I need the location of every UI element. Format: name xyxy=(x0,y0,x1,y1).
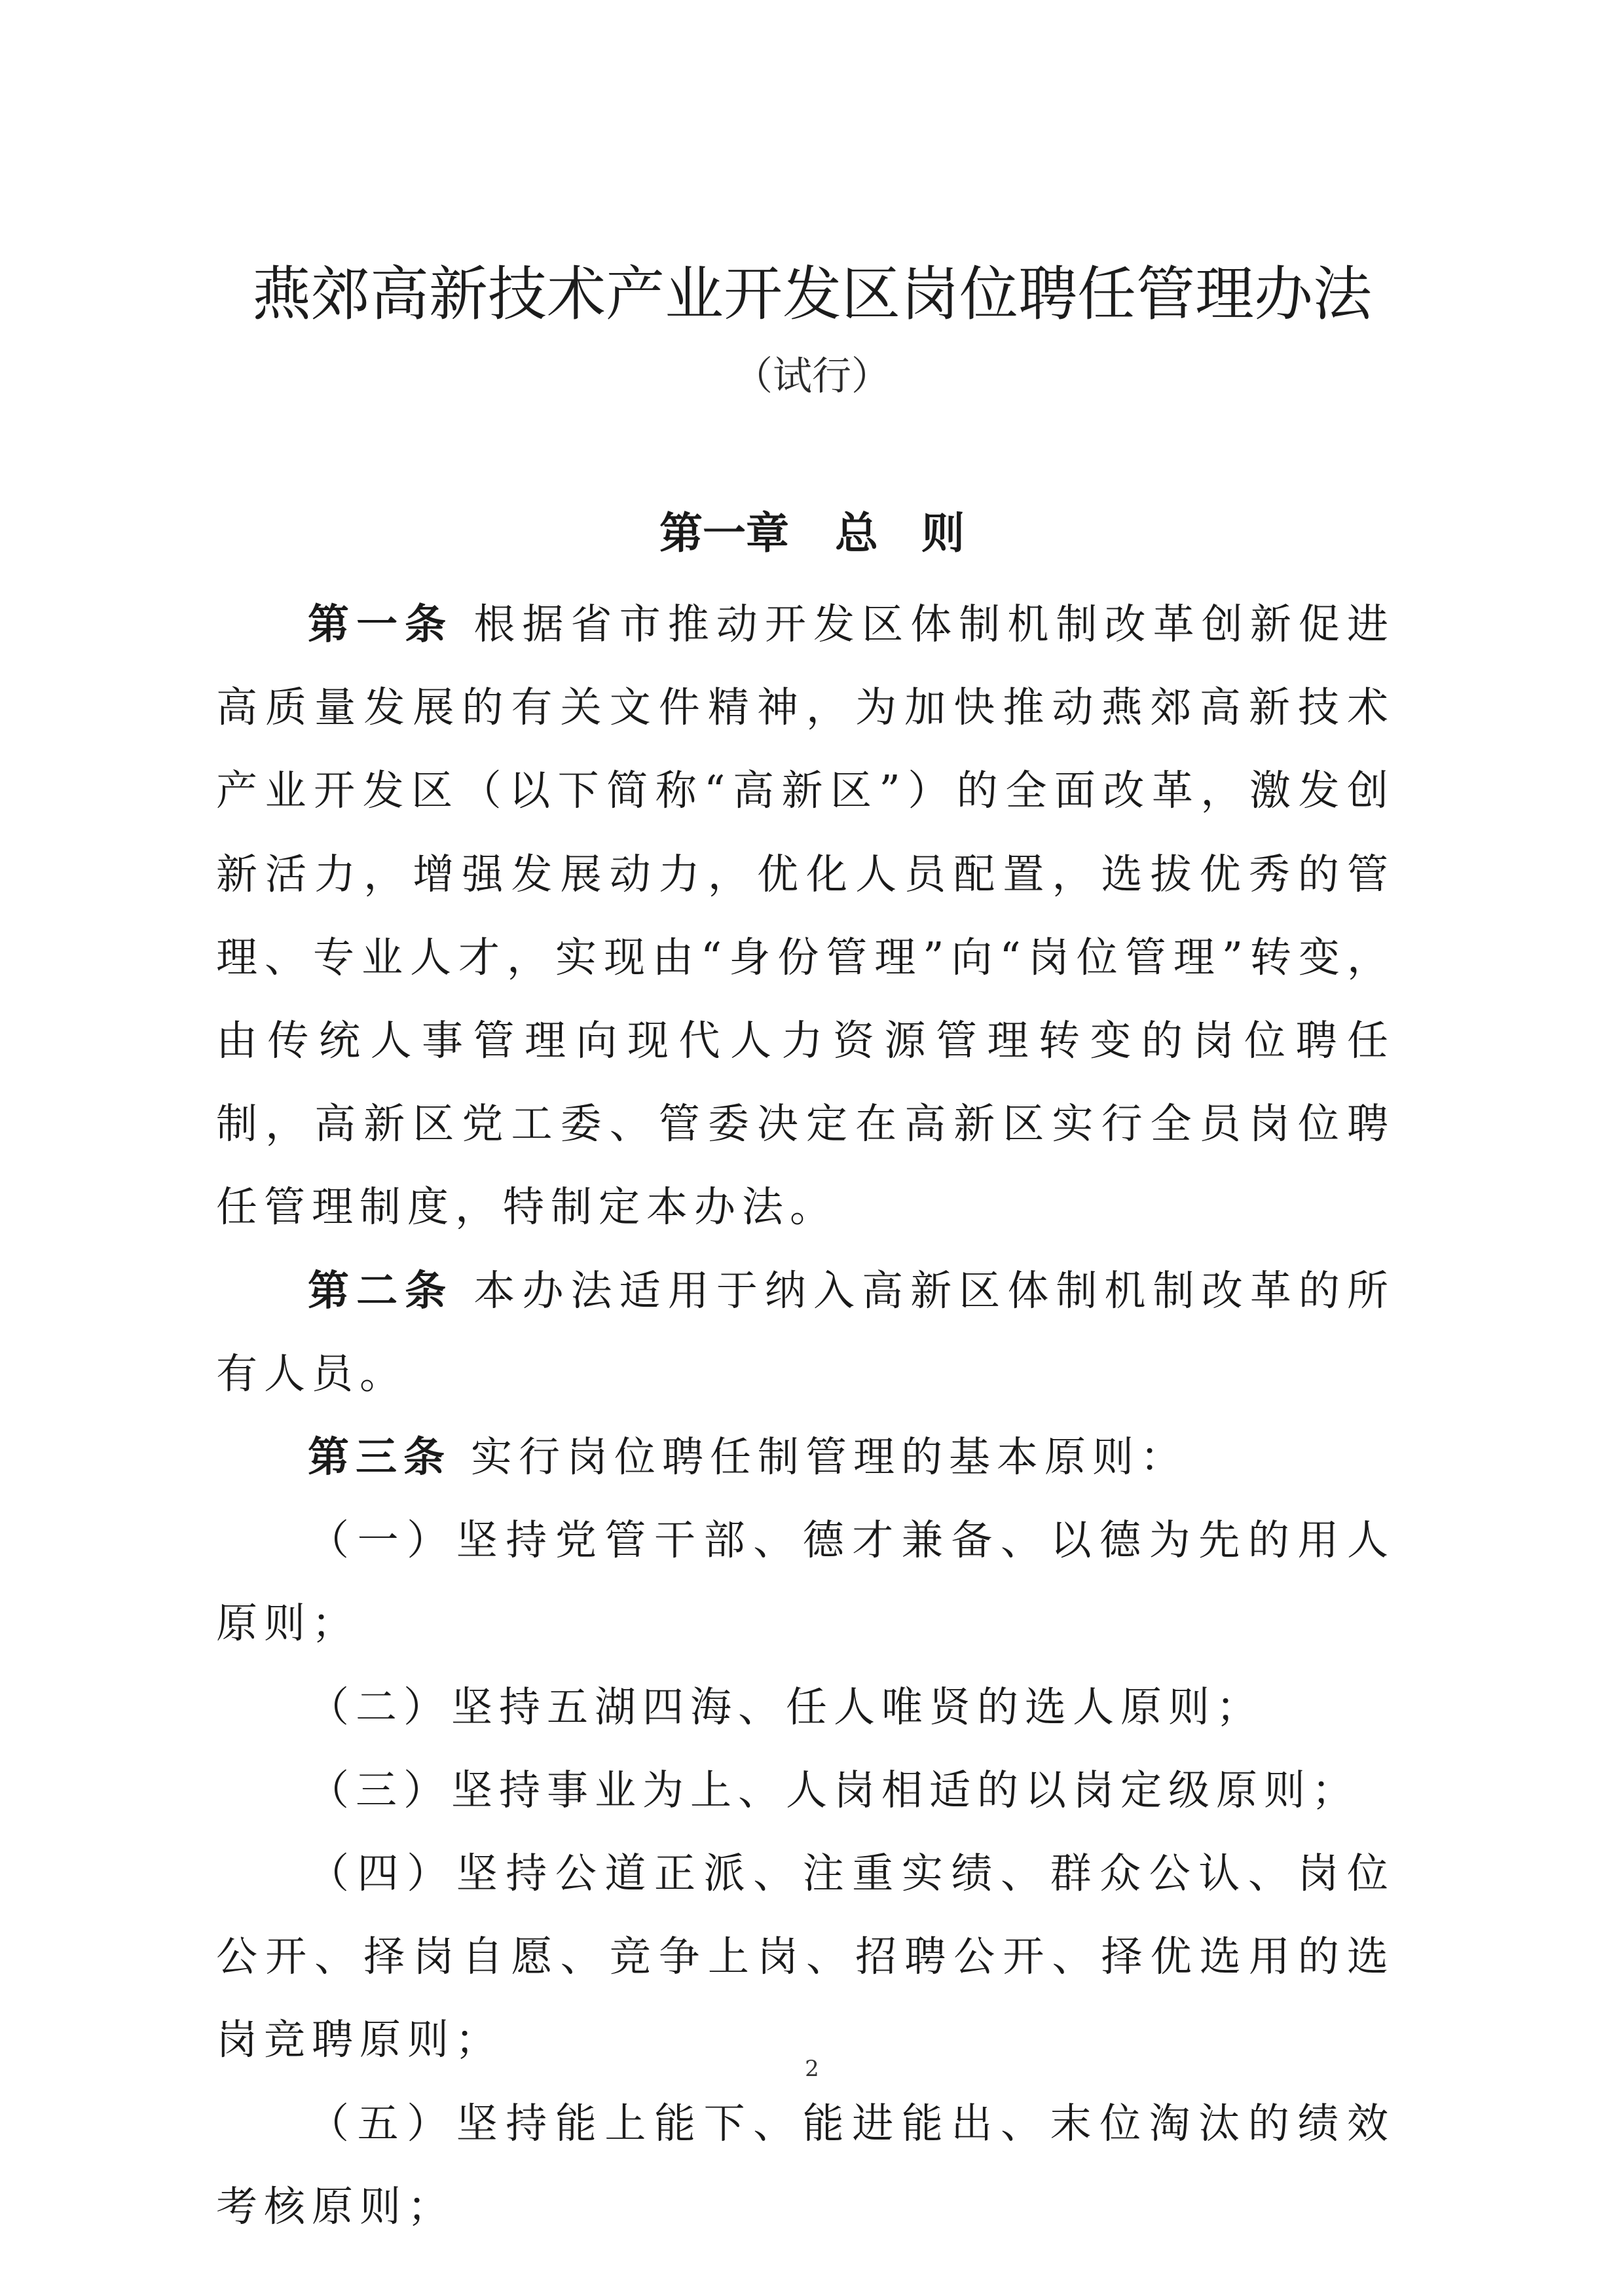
document-title: 燕郊高新技术产业开发区岗位聘任管理办法 xyxy=(252,260,1372,329)
principle-item: （二）坚持五湖四海、任人唯贤的选人原则； xyxy=(308,1683,1264,1731)
article-2-heading: 第二条 xyxy=(308,1266,454,1315)
principle-item: （一）坚持党管干部、德才兼备、以德为先的用人原则； xyxy=(216,1516,1395,1648)
article-3-text: 实行岗位聘任制管理的基本原则： xyxy=(471,1433,1188,1482)
document-body xyxy=(216,583,1395,2248)
chapter-name: 总 则 xyxy=(835,508,965,558)
principle-item: （五）坚持能上能下、能进能出、末位淘汰的绩效考核原则； xyxy=(216,2099,1395,2231)
article-2-text: 本办法适用于纳入高新区体制机制改革的所有人员。 xyxy=(216,1266,1395,1398)
principle-item: （三）坚持事业为上、人岗相适的以岗定级原则； xyxy=(308,1766,1359,1814)
article-2 xyxy=(216,1249,1395,1415)
chapter-number: 第一章 xyxy=(659,508,789,558)
article-1-heading: 第一条 xyxy=(308,600,454,648)
article-1-text: 根据省市推动开发区体制机制改革创新促进高质量发展的有关文件精神，为加快推动燕郊高新技术产业开发区（以下简称“高新区”）的全面改革，激发创新活力，增强发展动力，优化人员配置，选拔优秀的管理、专业人才，实现由“身份管理”向“岗位管理”转变，由传统人事管理向现代人力资源管理转变的岗位聘任制，高新区党工委、管委决定在高新区实行全员岗位聘任管理制度，特制定本办法。 xyxy=(216,600,1395,1231)
chapter-heading xyxy=(0,504,1624,563)
page-number: 2 xyxy=(805,2056,819,2082)
article-3 xyxy=(216,1415,1395,1499)
document-subtitle: （试行） xyxy=(733,354,891,399)
principle-item: （四）坚持公道正派、注重实绩、群众公认、岗位公开、择岗自愿、竞争上岗、招聘公开、择优选用的选岗竞聘原则； xyxy=(216,1850,1395,2064)
article-3-heading: 第三条 xyxy=(308,1433,451,1482)
article-1 xyxy=(216,583,1395,1249)
